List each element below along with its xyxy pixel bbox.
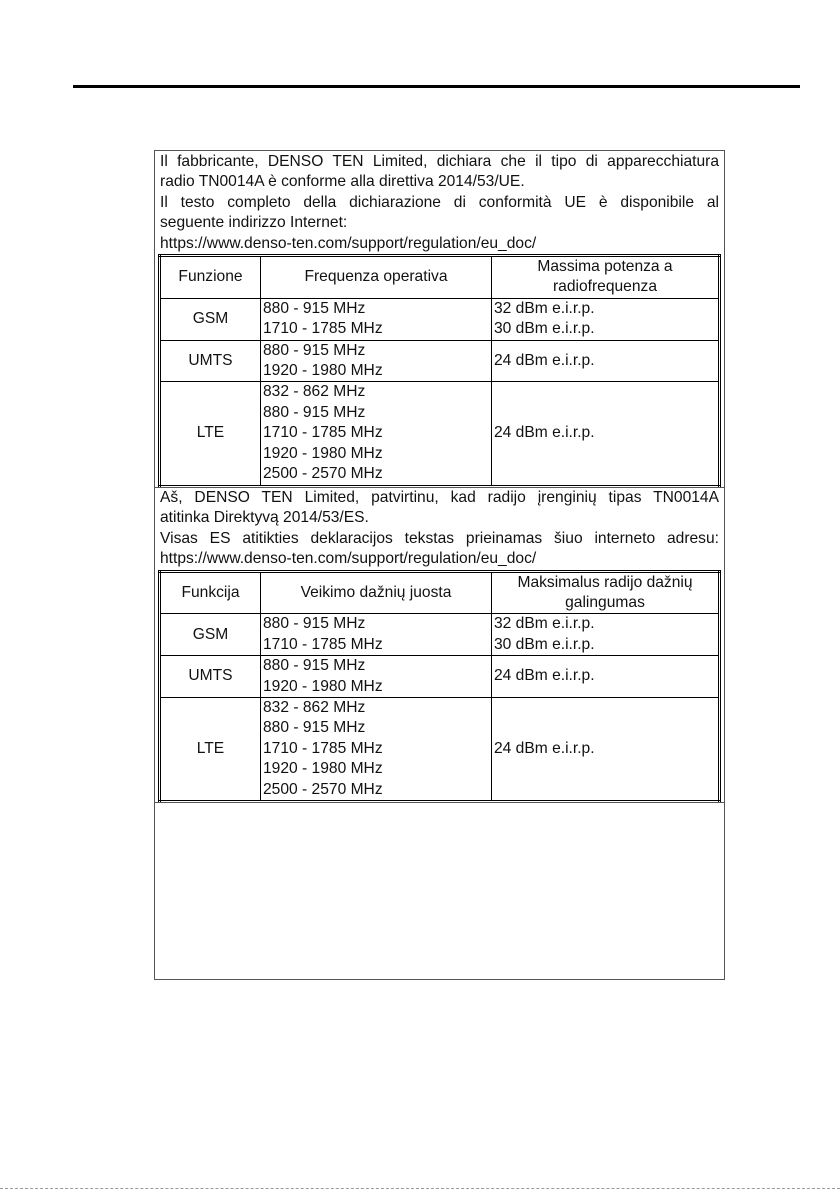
cell-frequency <box>261 340 492 382</box>
declaration-text <box>158 151 721 254</box>
frequency-value: 1920 - 1980 MHz <box>263 362 383 380</box>
cell-frequency <box>261 298 492 340</box>
header-frequency: Veikimo dažnių juosta <box>261 571 492 614</box>
cell-power <box>492 298 720 340</box>
power-value: 32 dBm e.i.r.p. <box>494 615 595 633</box>
frequency-value: 1710 - 1785 MHz <box>263 320 383 338</box>
table-row <box>160 614 720 656</box>
declaration-url: https://www.denso-ten.com/support/regulation/eu_doc/ <box>160 234 537 252</box>
frequency-value: 2500 - 2570 MHz <box>263 780 383 798</box>
table-row <box>160 340 720 382</box>
power-value: 30 dBm e.i.r.p. <box>494 635 595 653</box>
cell-function: LTE <box>160 698 261 802</box>
frequency-value: 1710 - 1785 MHz <box>263 739 383 757</box>
frequency-value: 880 - 915 MHz <box>263 403 366 421</box>
header-function: Funkcija <box>160 571 261 614</box>
cell-function: GSM <box>160 614 261 656</box>
declaration-line: Il fabbricante, DENSO TEN Limited, dichiara che il tipo di apparecchiatura <box>160 153 719 170</box>
table-row <box>160 382 720 486</box>
declaration-text <box>158 487 721 570</box>
declaration-url: https://www.denso-ten.com/support/regulation/eu_doc/ <box>160 550 537 568</box>
frequency-value: 2500 - 2570 MHz <box>263 465 383 483</box>
declaration-line: atitinka Direktyvą 2014/53/ES. <box>160 509 369 527</box>
power-value: 24 dBm e.i.r.p. <box>494 667 595 685</box>
frequency-value: 1920 - 1980 MHz <box>263 760 383 778</box>
cell-function: LTE <box>160 382 261 486</box>
power-value: 24 dBm e.i.r.p. <box>494 424 595 442</box>
frequency-value: 880 - 915 MHz <box>263 341 366 359</box>
cell-power <box>492 614 720 656</box>
cell-power <box>492 698 720 802</box>
cell-power <box>492 382 720 486</box>
declaration-lithuanian <box>158 487 721 803</box>
frequency-value: 1920 - 1980 MHz <box>263 444 383 462</box>
table-header-row <box>160 571 720 614</box>
frequency-value: 1710 - 1785 MHz <box>263 424 383 442</box>
cell-power <box>492 340 720 382</box>
header-power: Massima potenza a radiofrequenza <box>492 256 720 299</box>
page-edge-dashes <box>0 1188 840 1189</box>
power-value: 24 dBm e.i.r.p. <box>494 351 595 369</box>
power-value: 24 dBm e.i.r.p. <box>494 739 595 757</box>
cell-frequency <box>261 698 492 802</box>
cell-function: UMTS <box>160 340 261 382</box>
declaration-italian <box>158 151 721 488</box>
declaration-line: seguente indirizzo Internet: <box>160 214 348 232</box>
declaration-line: radio TN0014A è conforme alla direttiva 2014/53/UE. <box>160 173 525 191</box>
cell-frequency <box>261 382 492 486</box>
frequency-value: 1710 - 1785 MHz <box>263 635 383 653</box>
table-row <box>160 298 720 340</box>
frequency-value: 832 - 862 MHz <box>263 699 366 717</box>
header-function: Funzione <box>160 256 261 299</box>
frequency-table <box>158 570 721 803</box>
declaration-line: Visas ES atitikties deklaracijos tekstas prieinamas šiuo interneto adresu: <box>160 529 719 547</box>
power-value: 30 dBm e.i.r.p. <box>494 320 595 338</box>
cell-function: GSM <box>160 298 261 340</box>
header-frequency: Frequenza operativa <box>261 256 492 299</box>
table-row <box>160 698 720 802</box>
section-divider <box>155 802 724 803</box>
header-rule <box>73 85 800 88</box>
declaration-line: Il testo completo della dichiarazione di conformità UE è disponibile al <box>160 193 719 211</box>
frequency-value: 880 - 915 MHz <box>263 657 366 675</box>
table-row <box>160 656 720 698</box>
frequency-value: 880 - 915 MHz <box>263 719 366 737</box>
header-power: Maksimalus radijo dažnių galingumas <box>492 571 720 614</box>
frequency-table <box>158 254 721 487</box>
cell-frequency <box>261 614 492 656</box>
frequency-value: 880 - 915 MHz <box>263 615 366 633</box>
table-header-row <box>160 256 720 299</box>
frequency-value: 832 - 862 MHz <box>263 383 366 401</box>
declaration-frame <box>154 150 725 980</box>
cell-power <box>492 656 720 698</box>
declaration-line: Aš, DENSO TEN Limited, patvirtinu, kad radijo įrenginių tipas TN0014A <box>160 489 719 506</box>
cell-frequency <box>261 656 492 698</box>
frequency-value: 1920 - 1980 MHz <box>263 677 383 695</box>
cell-function: UMTS <box>160 656 261 698</box>
frequency-value: 880 - 915 MHz <box>263 299 366 317</box>
power-value: 32 dBm e.i.r.p. <box>494 299 595 317</box>
